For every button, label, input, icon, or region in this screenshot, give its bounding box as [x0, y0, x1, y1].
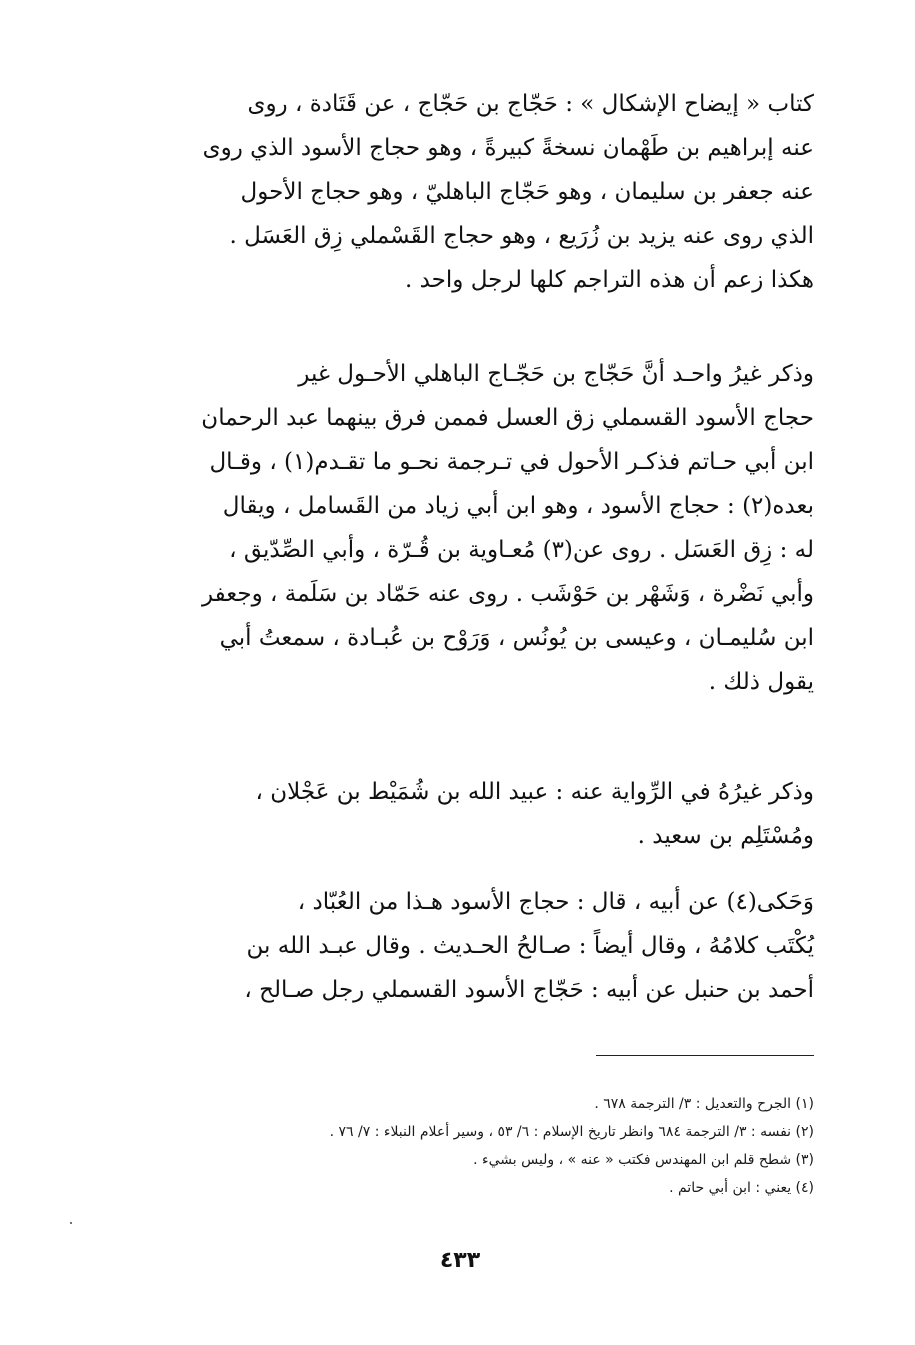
- text-line: وذكر غيرُهُ في الرِّواية عنه : عبيد الله بن شُمَيْط بن عَجْلان ،: [255, 779, 814, 805]
- text-line: ابن سُليمـان ، وعيسى بن يُونُس ، وَرَوْح بن عُبـادة ، سمعتُ أبي: [219, 625, 814, 651]
- text-line: عنه جعفر بن سليمان ، وهو حَجّاج الباهليّ ، وهو حجاج الأحول: [240, 179, 814, 205]
- text-line: أحمد بن حنبل عن أبيه : حَجّاج الأسود القسملي رجل صـالح ،: [244, 977, 814, 1003]
- scan-speck: [70, 1222, 72, 1224]
- text-line: يقول ذلك .: [708, 669, 814, 695]
- text-line: عنه إبراهيم بن طَهْمان نسخةً كبيرةً ، وهو حجاج الأسود الذي روى: [202, 135, 814, 161]
- text-line: وَحَكى(٤) عن أبيه ، قال : حجاج الأسود هـذا من العُبّاد ،: [297, 889, 814, 915]
- footnotes: [140, 1090, 814, 1202]
- text-line: الذي روى عنه يزيد بن زُرَيع ، وهو حجاج القَسْملي زِق العَسَل .: [229, 223, 814, 249]
- text-line: هكذا زعم أن هذه التراجم كلها لرجل واحد .: [404, 267, 814, 293]
- page-number: ٤٣٣: [439, 1248, 481, 1273]
- text-line: حجاج الأسود القسملي زق العسل فممن فرق بينهما عبد الرحمان: [201, 405, 814, 431]
- text-line: ابن أبي حـاتم فذكـر الأحول في تـرجمة نحـو ما تقـدم(١) ، وقـال: [209, 449, 814, 475]
- text-line: بعده(٢) : حجاج الأسود ، وهو ابن أبي زياد من القَسامل ، ويقال: [222, 493, 814, 519]
- text-line: وذكر غيرُ واحـد أنَّ حَجّاج بن حَجّـاج الباهلي الأحـول غير: [298, 361, 814, 387]
- footnote-2: (٢) نفسه : ٣/ الترجمة ٦٨٤ وانظر تاريخ الإسلام : ٦/ ٥٣ ، وسير أعلام النبلاء : ٧/ ٧٦ .: [329, 1124, 814, 1140]
- paragraph-3: [132, 770, 814, 858]
- paragraph-1: [132, 82, 814, 302]
- footnote-divider: [596, 1055, 814, 1056]
- text-line: يُكْتَب كلامُهُ ، وقال أيضاً : صـالحُ الحـديث . وقال عبـد الله بن: [246, 933, 814, 959]
- paragraph-2: [132, 352, 814, 704]
- paragraph-4: [132, 880, 814, 1012]
- footnote-3: (٣) شطح قلم ابن المهندس فكتب « عنه » ، وليس بشيء .: [473, 1152, 814, 1168]
- text-line: وأبي نَضْرة ، وَشَهْر بن حَوْشَب . روى عنه حَمّاد بن سَلَمة ، وجعفر: [201, 581, 814, 607]
- footnote-4: (٤) يعني : ابن أبي حاتم .: [669, 1180, 814, 1196]
- text-line: كتاب « إيضاح الإشكال » : حَجّاج بن حَجّاج ، عن قَتَادة ، روى: [247, 91, 814, 117]
- text-line: له : زِق العَسَل . روى عن(٣) مُعـاوية بن قُـرّة ، وأبي الصِّدّيق ،: [229, 537, 814, 563]
- footnote-1: (١) الجرح والتعديل : ٣/ الترجمة ٦٧٨ .: [594, 1096, 814, 1112]
- text-line: ومُسْتَلِم بن سعيد .: [637, 823, 814, 849]
